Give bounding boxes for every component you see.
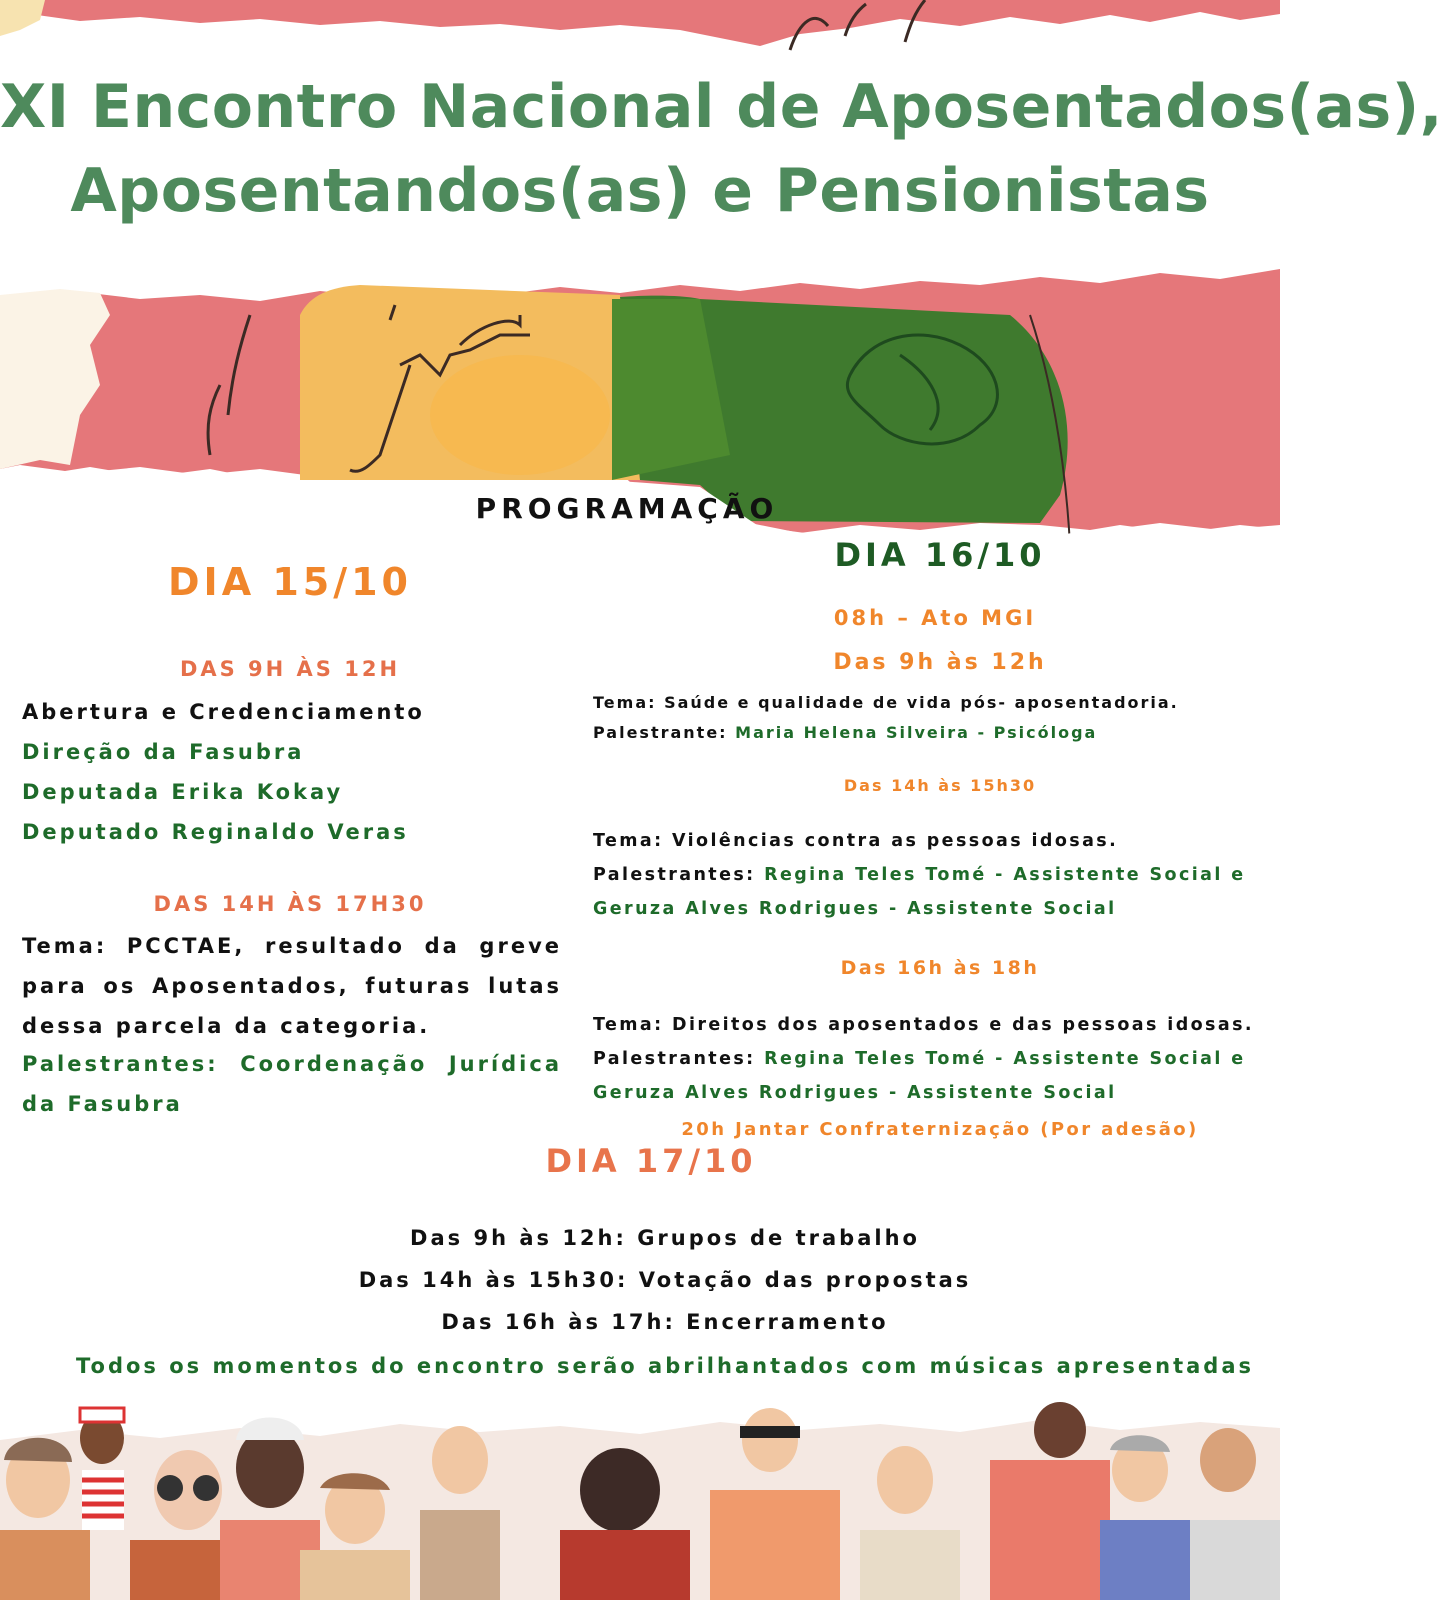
day3-item-grupos: Das 9h às 12h: Grupos de trabalho: [410, 1226, 920, 1250]
elderly-people-illustration: [0, 1380, 1280, 1600]
day2-session3-palestrantes-line1: Regina Teles Tomé - Assistente Social e: [764, 1049, 1246, 1069]
day2-session3-tema: Tema: Direitos dos aposentados e das pessoas idosas.: [593, 1015, 1254, 1035]
day2-session2-tema: Tema: Violências contra as pessoas idosas.: [593, 831, 1119, 851]
day1-morning-list: [22, 692, 562, 852]
day1-item-erika-kokay: Deputada Erika Kokay: [22, 780, 344, 804]
day2-heading: DIA 16/10: [834, 536, 1046, 574]
day1-afternoon-time: DAS 14H ÀS 17H30: [153, 892, 427, 916]
day3-item-encerramento: Das 16h às 17h: Encerramento: [441, 1310, 889, 1334]
programacao-heading: PROGRAMAÇÃO: [475, 492, 779, 525]
day1-afternoon-tema: Tema: PCCTAE, resultado da greve para os Aposentados, futuras lutas dessa parcela da categoria.: [22, 934, 562, 1038]
day2-session2-palestrantes-label: Palestrantes:: [593, 865, 765, 885]
day2-session2-time: Das 14h às 15h30: [843, 776, 1037, 795]
day2-session2: [593, 824, 1253, 926]
day1-item-fasubra: Direção da Fasubra: [22, 740, 305, 764]
day2-session1-palestrante-label: Palestrante:: [593, 723, 736, 742]
day2-session1-time: Das 9h às 12h: [833, 650, 1047, 675]
day1-item-opening: Abertura e Credenciamento: [22, 700, 425, 724]
event-title-line-2: Aposentandos(as) e Pensionistas: [70, 156, 1210, 226]
day2-session1-tema: Tema: Saúde e qualidade de vida pós- aposentadoria.: [593, 693, 1179, 712]
day2-session1-palestrante-name: Maria Helena Silveira - Psicóloga: [735, 723, 1098, 742]
day3-heading: DIA 17/10: [545, 1142, 757, 1180]
day1-heading: DIA 15/10: [168, 560, 412, 604]
day3-item-votacao: Das 14h às 15h30: Votação das propostas: [358, 1268, 972, 1292]
day2-session2-palestrantes-line2: Geruza Alves Rodrigues - Assistente Social: [593, 899, 1117, 919]
day2-session2-palestrantes-line1: Regina Teles Tomé - Assistente Social e: [764, 865, 1246, 885]
day1-item-reginaldo-veras: Deputado Reginaldo Veras: [22, 820, 409, 844]
day2-session3: [593, 1008, 1253, 1110]
top-torn-paper-decoration: [0, 0, 1280, 60]
day2-ato-mgi: 08h – Ato MGI: [833, 606, 1037, 630]
day1-morning-time: DAS 9H ÀS 12H: [179, 657, 401, 681]
day1-afternoon-palestrantes: Palestrantes: Coordenação Jurídica da Fasubra: [22, 1052, 562, 1116]
day2-session3-time: Das 16h às 18h: [840, 957, 1040, 979]
closing-line-1: Todos os momentos do encontro serão abrilhantados com músicas apresentadas: [75, 1354, 1254, 1378]
day2-session3-palestrantes-line2: Geruza Alves Rodrigues - Assistente Social: [593, 1083, 1117, 1103]
day2-jantar: 20h Jantar Confraternização (Por adesão): [681, 1119, 1199, 1140]
day2-session3-palestrantes-label: Palestrantes:: [593, 1049, 765, 1069]
event-title-line-1: XI Encontro Nacional de Aposentados(as),: [0, 72, 1443, 142]
day2-session1: [593, 688, 1253, 748]
